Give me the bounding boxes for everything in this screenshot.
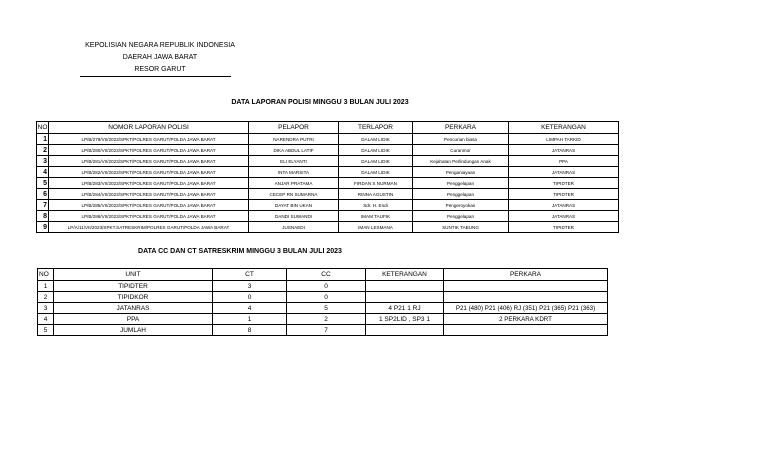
table-row [37, 156, 619, 167]
cell-no: 3 [38, 303, 54, 314]
cell-keterangan [366, 292, 444, 303]
report-table [36, 121, 619, 233]
cell-perkara [444, 325, 608, 336]
report-title: DATA LAPORAN POLISI MINGGU 3 BULAN JULI 2023 [231, 99, 409, 106]
table-row [37, 145, 619, 156]
cell-no: 1 [37, 134, 49, 145]
summary-table [37, 268, 608, 336]
cell-pelapor: DANDI SUWANDI [249, 211, 339, 222]
col-header-cc: CC [287, 269, 366, 281]
cell-unit: PPA [54, 314, 213, 325]
cell-terlapor: DALAM LIDIK [339, 156, 413, 167]
cell-keterangan [366, 325, 444, 336]
table-row [38, 292, 608, 303]
cell-terlapor: IMAN LESMANA [339, 222, 413, 233]
table-row [38, 303, 608, 314]
cell-nomor: LP/A/11/VII/2023/SPKT.SATRESKRIM/POLRES GARUT/POLDA JAWA BARAT [49, 222, 249, 233]
cell-pelapor: INTA MARSITA [249, 167, 339, 178]
cell-pelapor: DIKA ABDUL LATIF [249, 145, 339, 156]
cell-perkara [444, 292, 608, 303]
cell-perkara: Curanmor [413, 145, 509, 156]
col-header-terlapor: TERLAPOR [339, 122, 413, 134]
table-row [37, 200, 619, 211]
table-row [38, 281, 608, 292]
table-row [38, 314, 608, 325]
cell-no: 7 [37, 200, 49, 211]
col-header-ct: CT [213, 269, 287, 281]
cell-ct: 4 [213, 303, 287, 314]
cell-pelapor: NARENDRA PUTRI [249, 134, 339, 145]
cell-perkara: Pengeroyokan [413, 200, 509, 211]
header-institution: KEPOLISIAN NEGARA REPUBLIK INDONESIA [85, 42, 235, 49]
cell-perkara: 2 PERKARA KDRT [444, 314, 608, 325]
cell-pelapor: JUSNAEDI [249, 222, 339, 233]
summary-title: DATA CC DAN CT SATRESKRIM MINGGU 3 BULAN JULI 2023 [138, 248, 342, 255]
cell-perkara: P21 (480) P21 (406) RJ (351) P21 (365) P21 (363) [444, 303, 608, 314]
cell-perkara: Kejahatan Perlindungan Anak [413, 156, 509, 167]
cell-terlapor: IMAM TAUFIK [339, 211, 413, 222]
header-region: DAERAH JAWA BARAT [122, 54, 198, 61]
cell-nomor: LP/B/280/VII/2023/SPKT/POLRES GARUT/POLDA JAWA BARAT [49, 145, 249, 156]
header-underline [80, 76, 231, 77]
cell-keterangan: PPA [509, 156, 619, 167]
cell-no: 1 [38, 281, 54, 292]
table-row [37, 222, 619, 233]
summary-table-body [38, 281, 608, 336]
cell-keterangan: TIPIDTER [509, 222, 619, 233]
cell-ct: 8 [213, 325, 287, 336]
header-resort: RESOR GARUT [134, 66, 186, 73]
cell-ct: 1 [213, 314, 287, 325]
cell-unit: JUMLAH [54, 325, 213, 336]
cell-keterangan: JATANRAS [509, 200, 619, 211]
cell-terlapor: FIRDAN S NURMAN [339, 178, 413, 189]
col-header-keterangan: KETERANGAN [509, 122, 619, 134]
cell-no: 8 [37, 211, 49, 222]
cell-unit: JATANRAS [54, 303, 213, 314]
cell-no: 2 [38, 292, 54, 303]
cell-perkara [444, 281, 608, 292]
cell-cc: 2 [287, 314, 366, 325]
table-row [37, 211, 619, 222]
col-header-perkara: PERKARA [413, 122, 509, 134]
cell-cc: 0 [287, 292, 366, 303]
cell-terlapor: RINNA AGUSTIN [339, 189, 413, 200]
cell-cc: 7 [287, 325, 366, 336]
cell-nomor: LP/B/283/VII/2023/SPKT/POLRES GARUT/POLDA JAWA BARAT [49, 178, 249, 189]
cell-no: 2 [37, 145, 49, 156]
col-header-keterangan: KETERANGAN [366, 269, 444, 281]
cell-perkara: Penganiayaan [413, 167, 509, 178]
report-table-body [37, 134, 619, 233]
cell-no: 5 [37, 178, 49, 189]
table-row [37, 189, 619, 200]
table-row [37, 167, 619, 178]
cell-unit: TIPIDTER [54, 281, 213, 292]
cell-pelapor: CECEP RN SUMARNA [249, 189, 339, 200]
cell-no: 4 [38, 314, 54, 325]
cell-nomor: LP/B/282/VII/2023/SPKT/POLRES GARUT/POLDA JAWA BARAT [49, 167, 249, 178]
cell-keterangan: 4 P21 1 RJ [366, 303, 444, 314]
cell-keterangan: JATANRAS [509, 145, 619, 156]
cell-keterangan: TIPIDTER [509, 178, 619, 189]
cell-terlapor: DALAM LIDIK [339, 134, 413, 145]
cell-keterangan: JATANRAS [509, 167, 619, 178]
cell-no: 5 [38, 325, 54, 336]
col-header-perkara: PERKARA [444, 269, 608, 281]
cell-terlapor: DALAM LIDIK [339, 167, 413, 178]
cell-no: 3 [37, 156, 49, 167]
cell-perkara: SUNTIK TABUNG [413, 222, 509, 233]
cell-keterangan: TIPIDTER [509, 189, 619, 200]
cell-pelapor: ELI ELYANTI [249, 156, 339, 167]
cell-keterangan [366, 281, 444, 292]
table-row [38, 325, 608, 336]
cell-nomor: LP/B/285/VII/2023/SPKT/POLRES GARUT/POLDA JAWA BARAT [49, 200, 249, 211]
cell-no: 4 [37, 167, 49, 178]
cell-keterangan: JATANRAS [509, 211, 619, 222]
cell-unit: TIPIDKOR [54, 292, 213, 303]
col-header-no: NO [37, 122, 49, 134]
cell-perkara: Pencurian biasa [413, 134, 509, 145]
cell-perkara: Penggelapan [413, 211, 509, 222]
cell-cc: 0 [287, 281, 366, 292]
col-header-unit: UNIT [54, 269, 213, 281]
cell-cc: 5 [287, 303, 366, 314]
cell-ct: 0 [213, 292, 287, 303]
cell-keterangan: LIMPAH TARKID [509, 134, 619, 145]
col-header-no: NO [38, 269, 54, 281]
summary-table-header-row [38, 269, 608, 281]
table-row [37, 178, 619, 189]
report-table-header-row [37, 122, 619, 134]
cell-no: 6 [37, 189, 49, 200]
cell-nomor: LP/B/286/VII/2023/SPKT/POLRES GARUT/POLDA JAWA BARAT [49, 211, 249, 222]
table-row [37, 134, 619, 145]
cell-nomor: LP/B/284/VII/2023/SPKT/POLRES GARUT/POLDA JAWA BARAT [49, 189, 249, 200]
cell-perkara: Penggelapan [413, 189, 509, 200]
cell-terlapor: Sdr. H. Endi [339, 200, 413, 211]
cell-no: 9 [37, 222, 49, 233]
cell-pelapor: DAYAT BIN UKAN [249, 200, 339, 211]
cell-nomor: LP/B/281/VII/2023/SPKT/POLRES GARUT/POLDA JAWA BARAT [49, 156, 249, 167]
cell-perkara: Penggelapan [413, 178, 509, 189]
cell-terlapor: DALAM LIDIK [339, 145, 413, 156]
col-header-pelapor: PELAPOR [249, 122, 339, 134]
cell-keterangan: 1 SP2LID , SP3 1 [366, 314, 444, 325]
cell-pelapor: ANJAR PRATAMA [249, 178, 339, 189]
cell-nomor: LP/B/279/VII/2023/SPKT/POLRES GARUT/POLDA JAWA BARAT [49, 134, 249, 145]
cell-ct: 3 [213, 281, 287, 292]
col-header-nomor: NOMOR LAPORAN POLISI [49, 122, 249, 134]
